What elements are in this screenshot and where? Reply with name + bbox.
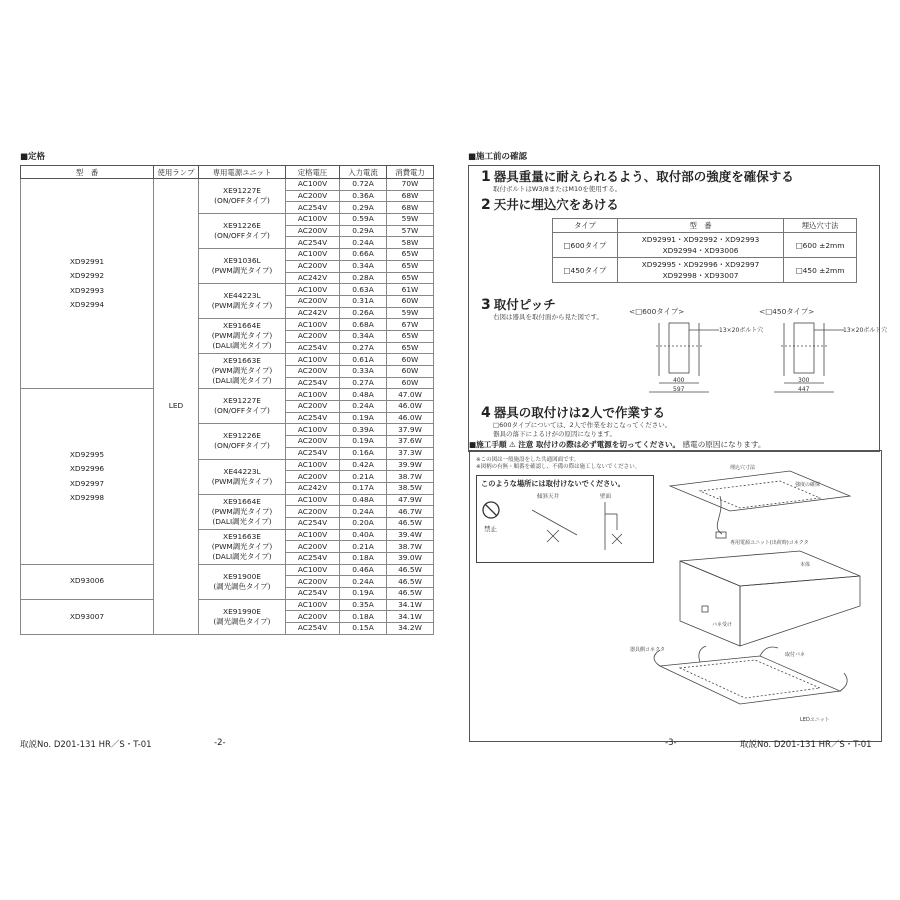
step3 [481, 298, 603, 321]
power-unit-cell: XE91664E (PWM調光タイプ) (DALI調光タイプ) [199, 319, 286, 354]
voltage-cell: AC254V [286, 517, 340, 529]
voltage-cell: AC100V [286, 284, 340, 296]
voltage-cell: AC242V [286, 307, 340, 319]
voltage-cell: AC100V [286, 459, 340, 471]
power-cell: 68W [387, 202, 434, 214]
step2 [481, 198, 619, 212]
voltage-cell: AC200V [286, 576, 340, 588]
step4-title: 器具の取付けは2人で作業する [493, 405, 665, 420]
power-cell: 68W [387, 190, 434, 202]
proc-note1: ※この図は一般施設をした共通図面です。 [476, 457, 580, 463]
current-cell: 0.61A [340, 354, 387, 366]
voltage-cell: AC200V [286, 611, 340, 623]
precheck-section-title: ■施工前の確認 [468, 152, 528, 162]
spec-table [20, 165, 434, 635]
power-unit-cell: XE91227E (ON/OFFタイプ) [199, 179, 286, 214]
label-strength: 強度の確保 [795, 482, 821, 488]
current-cell: 0.21A [340, 541, 387, 553]
step4-note2: 器具の落下によるけがの原因になります。 [493, 430, 616, 438]
right-footer-page: -3- [665, 738, 677, 748]
voltage-cell: AC254V [286, 377, 340, 389]
dim-450-a: 300 [798, 377, 810, 384]
dim-450-b: 447 [798, 386, 810, 393]
step3-title: 取付ピッチ [493, 297, 556, 312]
install-illustration [630, 456, 880, 736]
voltage-cell: AC100V [286, 354, 340, 366]
power-cell: 61W [387, 284, 434, 296]
power-cell: 38.7W [387, 471, 434, 483]
type-header-size: 埋込穴寸法 [784, 219, 857, 233]
power-cell: 38.5W [387, 482, 434, 494]
voltage-cell: AC200V [286, 190, 340, 202]
type-header-type: タイプ [553, 219, 618, 233]
voltage-cell: AC254V [286, 447, 340, 459]
power-unit-cell: XE91226E (ON/OFFタイプ) [199, 424, 286, 459]
voltage-cell: AC200V [286, 436, 340, 448]
label-connector: 専用電源ユニット(出荷時)コネクタ [730, 540, 809, 546]
spec-section-title: ■定格 [20, 152, 46, 162]
power-cell: 38.7W [387, 541, 434, 553]
current-cell: 0.15A [340, 623, 387, 635]
current-cell: 0.48A [340, 389, 387, 401]
header-model: 型 番 [21, 166, 154, 179]
power-cell: 46.0W [387, 412, 434, 424]
step3-num: 3 [481, 297, 491, 313]
voltage-cell: AC200V [286, 471, 340, 483]
header-voltage: 定格電圧 [286, 166, 340, 179]
current-cell: 0.72A [340, 179, 387, 191]
type-row [553, 258, 857, 283]
power-cell: 60W [387, 366, 434, 378]
voltage-cell: AC100V [286, 214, 340, 226]
current-cell: 0.29A [340, 202, 387, 214]
power-unit-cell: XE44223L (PWM調光タイプ) [199, 459, 286, 494]
current-cell: 0.31A [340, 295, 387, 307]
label-hole: 埋込穴寸法 [730, 465, 756, 471]
voltage-cell: AC242V [286, 272, 340, 284]
voltage-cell: AC200V [286, 401, 340, 413]
spec-row [21, 599, 434, 611]
voltage-cell: AC254V [286, 623, 340, 635]
voltage-cell: AC242V [286, 482, 340, 494]
model-cell: XD92995 XD92996 XD92997 XD92998 [21, 389, 154, 564]
voltage-cell: AC100V [286, 389, 340, 401]
voltage-cell: AC100V [286, 319, 340, 331]
power-cell: 47.0W [387, 389, 434, 401]
voltage-cell: AC100V [286, 424, 340, 436]
power-cell: 39.0W [387, 553, 434, 565]
step1-num: 1 [481, 169, 491, 185]
procedure-heading [469, 439, 765, 450]
power-cell: 46.5W [387, 564, 434, 576]
power-cell: 46.5W [387, 517, 434, 529]
current-cell: 0.66A [340, 249, 387, 261]
voltage-cell: AC200V [286, 506, 340, 518]
power-unit-cell: XE44223L (PWM調光タイプ) [199, 284, 286, 319]
power-cell: 60W [387, 354, 434, 366]
type-table [552, 218, 857, 283]
power-cell: 34.2W [387, 623, 434, 635]
power-cell: 39.4W [387, 529, 434, 541]
power-cell: 60W [387, 295, 434, 307]
current-cell: 0.24A [340, 237, 387, 249]
power-cell: 46.5W [387, 576, 434, 588]
power-cell: 57W [387, 225, 434, 237]
power-cell: 46.5W [387, 588, 434, 600]
voltage-cell: AC200V [286, 366, 340, 378]
label-led-unit: LEDユニット [800, 717, 830, 723]
header-power-unit: 専用電源ユニット [199, 166, 286, 179]
header-power: 消費電力 [387, 166, 434, 179]
voltage-cell: AC100V [286, 179, 340, 191]
type-header-model: 型 番 [617, 219, 783, 233]
voltage-cell: AC254V [286, 412, 340, 424]
current-cell: 0.27A [340, 342, 387, 354]
voltage-cell: AC254V [286, 237, 340, 249]
voltage-cell: AC254V [286, 202, 340, 214]
type-600: □600タイプ [553, 233, 618, 258]
current-cell: 0.36A [340, 190, 387, 202]
current-cell: 0.20A [340, 517, 387, 529]
power-unit-cell: XE91036L (PWM調光タイプ) [199, 249, 286, 284]
current-cell: 0.26A [340, 307, 387, 319]
current-cell: 0.68A [340, 319, 387, 331]
voltage-cell: AC200V [286, 295, 340, 307]
power-unit-cell: XE91227E (ON/OFFタイプ) [199, 389, 286, 424]
caution-icon: ⚠ [508, 440, 516, 449]
step2-title: 天井に埋込穴をあける [493, 197, 619, 212]
power-cell: 47.9W [387, 494, 434, 506]
header-current: 入力電流 [340, 166, 387, 179]
step1-note: 取付ボルトはW3/8またはM10を使用する。 [493, 185, 622, 193]
caution-text: 取付けの際は必ず電源を切ってください。 [535, 440, 681, 449]
step4-note1: □600タイプについては、2人で作業をおこなってください。 [493, 421, 672, 429]
proc-note2: ※図柄の有無・順番を確認し、不備の際は施工しないでください。 [476, 464, 641, 470]
voltage-cell: AC254V [286, 342, 340, 354]
procedure-box [469, 450, 882, 742]
caution-label: 注意 [518, 440, 534, 449]
step4-num: 4 [481, 405, 491, 421]
voltage-cell: AC100V [286, 564, 340, 576]
pitch450-label: <□450タイプ> [759, 307, 815, 316]
power-cell: 37.3W [387, 447, 434, 459]
forbid-label: 禁止 [484, 525, 497, 533]
current-cell: 0.59A [340, 214, 387, 226]
power-cell: 37.6W [387, 436, 434, 448]
step4 [481, 406, 671, 438]
current-cell: 0.19A [340, 436, 387, 448]
current-cell: 0.34A [340, 330, 387, 342]
current-cell: 0.21A [340, 471, 387, 483]
voltage-cell: AC100V [286, 529, 340, 541]
power-cell: 65W [387, 342, 434, 354]
power-unit-cell: XE91663E (PWM調光タイプ) (DALI調光タイプ) [199, 529, 286, 564]
current-cell: 0.17A [340, 482, 387, 494]
current-cell: 0.35A [340, 599, 387, 611]
power-cell: 60W [387, 377, 434, 389]
spec-row [21, 564, 434, 576]
dim-600-b: 597 [673, 386, 685, 393]
label-spring-hook: バネ受け [712, 622, 733, 628]
spec-row [21, 179, 434, 191]
power-cell: 67W [387, 319, 434, 331]
model-cell: XD93006 [21, 564, 154, 599]
left-page [20, 150, 435, 750]
step2-num: 2 [481, 197, 491, 213]
current-cell: 0.18A [340, 553, 387, 565]
current-cell: 0.18A [340, 611, 387, 623]
power-cell: 34.1W [387, 611, 434, 623]
type-450-models: XD92995・XD92996・XD92997 XD92998・XD93007 [617, 258, 783, 283]
current-cell: 0.39A [340, 424, 387, 436]
current-cell: 0.16A [340, 447, 387, 459]
bolt-label-450: 13×20ボルト穴 [843, 327, 888, 334]
warning-title: このような場所には取付けないでください。 [481, 479, 625, 488]
current-cell: 0.34A [340, 260, 387, 272]
precheck-box [468, 165, 888, 452]
label-ledside-connector: 器具側コネクタ [630, 647, 665, 653]
dim-600-a: 400 [673, 377, 685, 384]
current-cell: 0.63A [340, 284, 387, 296]
power-unit-cell: XE91663E (PWM調光タイプ) (DALI調光タイプ) [199, 354, 286, 389]
current-cell: 0.28A [340, 272, 387, 284]
power-cell: 65W [387, 249, 434, 261]
power-cell: 37.9W [387, 424, 434, 436]
current-cell: 0.27A [340, 377, 387, 389]
current-cell: 0.42A [340, 459, 387, 471]
type-row [553, 233, 857, 258]
current-cell: 0.48A [340, 494, 387, 506]
power-cell: 70W [387, 179, 434, 191]
model-cell: XD93007 [21, 599, 154, 634]
type-table-wrap [469, 218, 857, 283]
pitch-diagram [629, 318, 888, 398]
spec-row [21, 389, 434, 401]
bolt-label-600: 13×20ボルト穴 [719, 327, 764, 334]
voltage-cell: AC100V [286, 494, 340, 506]
voltage-cell: AC200V [286, 541, 340, 553]
slope-label: 傾斜天井 [537, 494, 560, 500]
step1-title: 器具重量に耐えられるよう、取付部の強度を確保する [493, 169, 794, 184]
header-lamp: 使用ランプ [154, 166, 199, 179]
type-450: □450タイプ [553, 258, 618, 283]
left-footer-doc: 取説No. D201-131 HR／S・T-01 [20, 740, 152, 750]
step1 [481, 170, 794, 193]
current-cell: 0.46A [340, 564, 387, 576]
voltage-cell: AC254V [286, 588, 340, 600]
model-cell: XD92991 XD92992 XD92993 XD92994 [21, 179, 154, 389]
power-cell: 46.0W [387, 401, 434, 413]
caution-tail: 感電の原因になります。 [682, 440, 766, 449]
power-cell: 46.7W [387, 506, 434, 518]
current-cell: 0.24A [340, 506, 387, 518]
type-600-models: XD92991・XD92992・XD92993 XD92994・XD93006 [617, 233, 783, 258]
lamp-cell: LED [154, 179, 199, 635]
warning-box [476, 475, 654, 563]
left-footer-page: -2- [214, 738, 226, 748]
power-cell: 39.9W [387, 459, 434, 471]
current-cell: 0.24A [340, 576, 387, 588]
power-unit-cell: XE91664E (PWM調光タイプ) (DALI調光タイプ) [199, 494, 286, 529]
wall-label: 壁面 [600, 494, 612, 500]
label-spring: 取付バネ [785, 652, 806, 658]
power-unit-cell: XE91226E (ON/OFFタイプ) [199, 214, 286, 249]
warning-illustration [477, 490, 653, 560]
power-cell: 59W [387, 307, 434, 319]
current-cell: 0.19A [340, 412, 387, 424]
step3-note: 右図は器具を取付面から見た図です。 [493, 313, 603, 321]
power-cell: 65W [387, 260, 434, 272]
power-unit-cell: XE91990E (調光調色タイプ) [199, 599, 286, 634]
power-cell: 34.1W [387, 599, 434, 611]
spec-table-header [21, 166, 434, 179]
current-cell: 0.24A [340, 401, 387, 413]
voltage-cell: AC100V [286, 599, 340, 611]
voltage-cell: AC200V [286, 260, 340, 272]
power-cell: 59W [387, 214, 434, 226]
power-cell: 58W [387, 237, 434, 249]
current-cell: 0.19A [340, 588, 387, 600]
power-cell: 65W [387, 330, 434, 342]
right-footer-doc: 取説No. D201-131 HR／S・T-01 [740, 740, 872, 750]
procedure-title: ■施工手順 [469, 440, 507, 449]
current-cell: 0.33A [340, 366, 387, 378]
current-cell: 0.29A [340, 225, 387, 237]
type-600-size: □600 ±2mm [784, 233, 857, 258]
pitch600-label: <□600タイプ> [629, 307, 685, 316]
voltage-cell: AC100V [286, 249, 340, 261]
current-cell: 0.40A [340, 529, 387, 541]
voltage-cell: AC200V [286, 330, 340, 342]
type-450-size: □450 ±2mm [784, 258, 857, 283]
label-body: 本体 [800, 562, 811, 568]
voltage-cell: AC254V [286, 553, 340, 565]
power-unit-cell: XE91900E (調光調色タイプ) [199, 564, 286, 599]
voltage-cell: AC200V [286, 225, 340, 237]
power-cell: 65W [387, 272, 434, 284]
